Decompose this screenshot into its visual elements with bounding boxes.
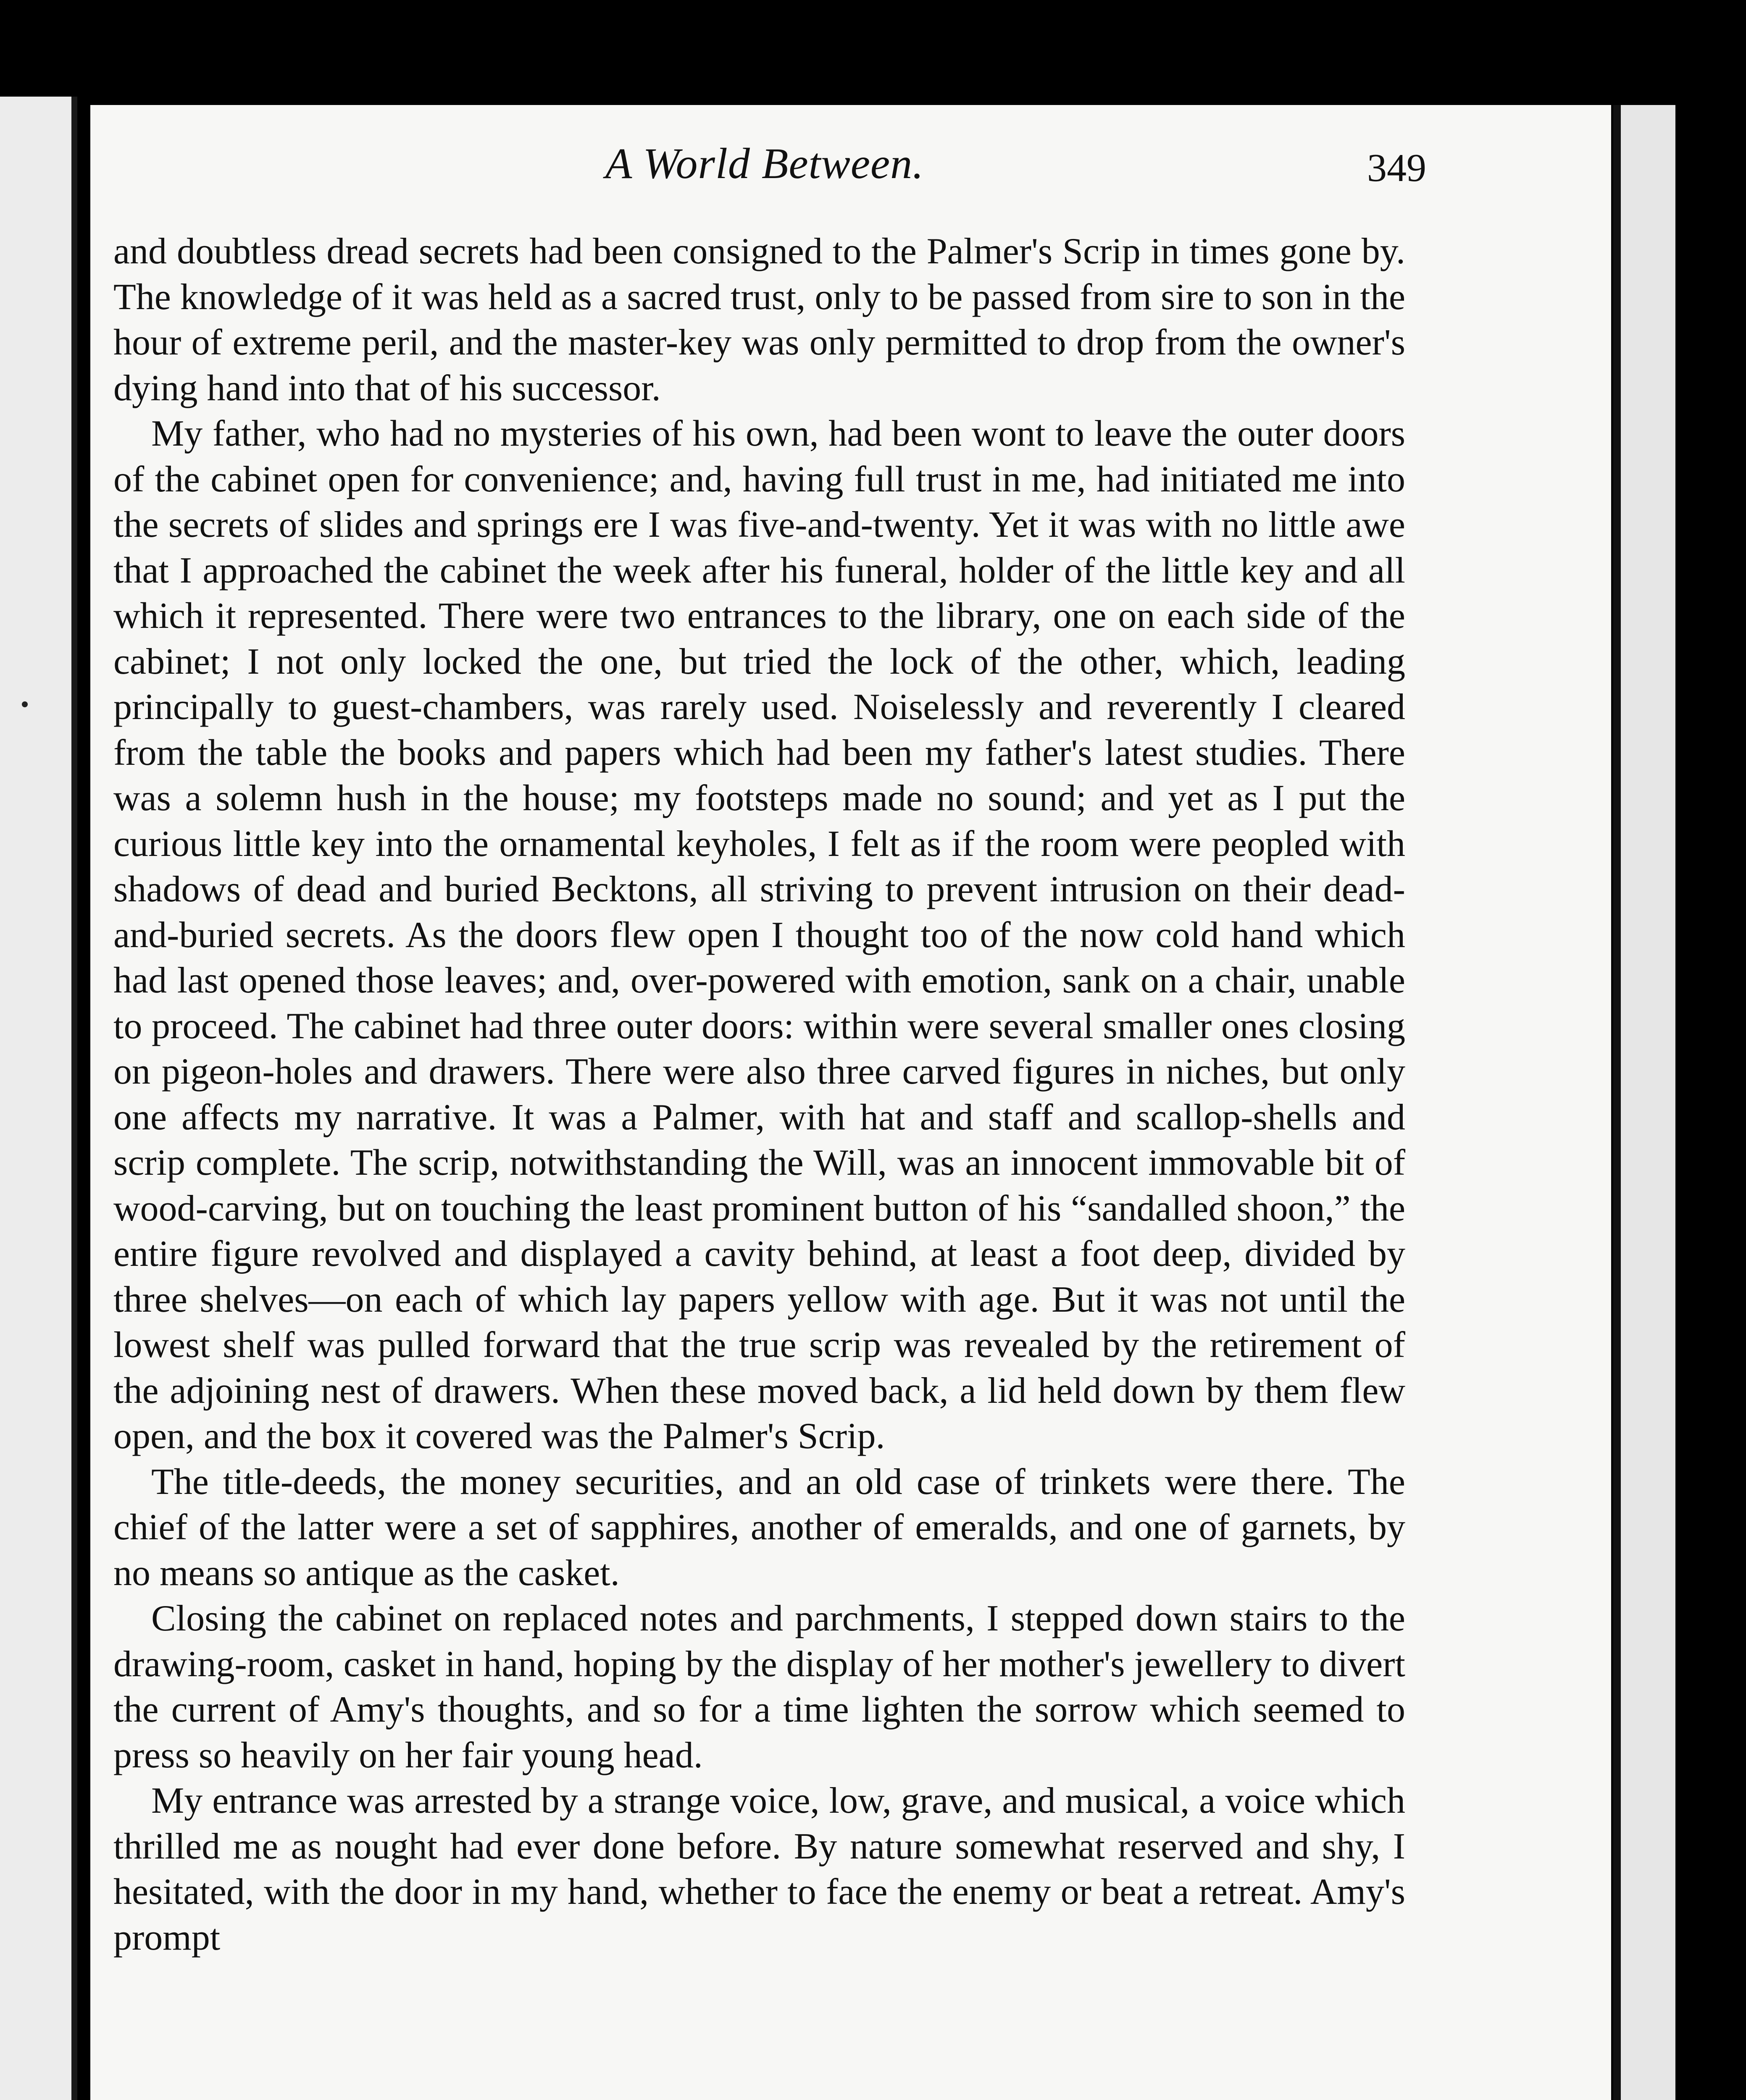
paragraph-cabinet: My father, who had no mysteries of his own, had been wont to leave the outer doors of the cabinet open for convenience; and, having full trust in me, had initiated me into the secrets of slides and springs ere I was five-and-twenty. Yet it was with no little awe that I approached the cabinet the week after his funeral, holder of the little key and all which it represented. There were two entrances to the library, one on each side of the cabinet; I not only locked the one, but tried the lock of the other, which, leading principally to guest-chambers, was rarely used. Noiselessly and reverently I cleared from the table the books and papers which had been my father's latest studies. There was a solemn hush in the house; my footsteps made no sound; and yet as I put the curious little key into the ornamental keyholes, I felt as if the room were peopled with shadows of dead and buried Becktons, all striving to prevent intrusion on their dead-and-buried secrets. As the doors flew open I thought too of the now cold hand which had last opened those leaves; and, over-powered with emotion, sank on a chair, unable to proceed. The cabinet had three outer doors: within were several smaller ones closing on pigeon-holes and drawers. There were also three carved figures in niches, but only one affects my narrative. It was a Palmer, with hat and staff and scallop-shells and scrip complete. The scrip, notwithstanding the Will, was an innocent immovable bit of wood-carving, but on touching the least prominent button of his “sandalled shoon,” the entire figure revolved and displayed a cavity behind, at least a foot deep, divided by three shelves—on each of which lay papers yellow with age. But it was not until the lowest shelf was pulled forward that the true scrip was revealed by the retirement of the adjoining nest of drawers. When these moved back, a lid held down by them flew open, and the box it covered was the Palmer's Scrip. <box>113 413 1405 1457</box>
speck-mark <box>22 701 28 707</box>
paragraph-title-deeds: The title-deeds, the money securities, and an old case of trinkets were there. The chief of the latter were a set of sapphires, another of emeralds, and one of garnets, by no means so antique as the casket. <box>113 1461 1405 1593</box>
paragraph-entrance: My entrance was arrested by a strange voice, low, grave, and musical, a voice which thrilled me as nought had ever done before. By nature somewhat reserved and shy, I hesitated, with the door in my hand, whether to face the enemy or beat a retreat. Amy's prompt <box>113 1780 1405 1958</box>
paragraph-continuation: and doubtless dread secrets had been consigned to the Palmer's Scrip in times gone by. The knowledge of it was held as a sacred trust, only to be passed from sire to son in the hour of extreme peril, and the master-key was only permitted to drop from the owner's dying hand into that of his successor. <box>113 231 1405 409</box>
facing-page-edge <box>0 97 77 2100</box>
page-stack-edge <box>1613 105 1675 2100</box>
page-number: 349 <box>1367 146 1426 190</box>
running-header <box>113 134 1426 193</box>
running-title: A World Between. <box>605 139 924 188</box>
paragraph-closing-cabinet: Closing the cabinet on replaced notes and parchments, I stepped down stairs to the drawing-room, casket in hand, hoping by the display of her mother's jewellery to divert the current of Amy's thoughts, and so for a time lighten the sorrow which seemed to press so heavily on her fair young head. <box>113 1598 1405 1776</box>
body-text <box>113 229 1405 1961</box>
